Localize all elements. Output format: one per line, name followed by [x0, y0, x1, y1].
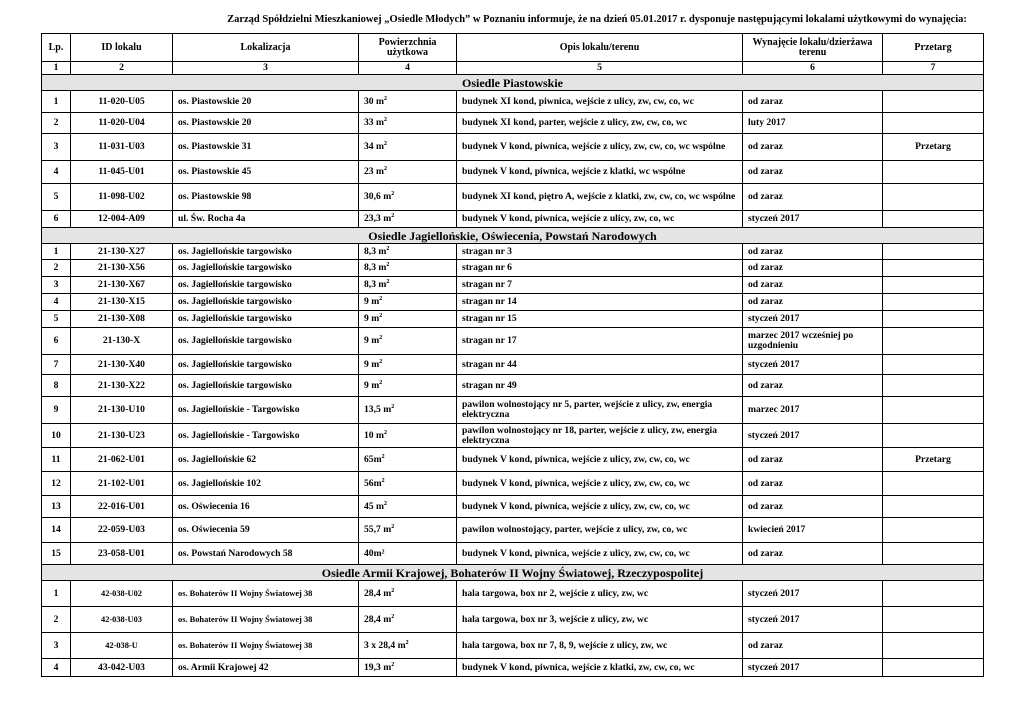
- area-value: 8,3 m: [364, 262, 387, 273]
- cell-location: os. Piastowskie 45: [173, 161, 359, 184]
- cell-description: budynek XI kond, parter, wejście z ulicy, zw, cw, co, wc: [457, 113, 743, 134]
- area-unit-superscript: 2: [405, 639, 409, 646]
- cell-description: stragan nr 14: [457, 294, 743, 311]
- cell-lp: 4: [42, 659, 71, 677]
- cell-tender: Przetarg: [883, 134, 984, 161]
- table-row: [42, 448, 984, 472]
- table-row: [42, 328, 984, 355]
- cell-location: os. Armii Krajowej 42: [173, 659, 359, 677]
- cell-area: [359, 543, 457, 565]
- cell-tender: [883, 472, 984, 496]
- cell-id: 21-102-U01: [71, 472, 173, 496]
- area-unit-superscript: 2: [379, 295, 383, 302]
- area-unit-superscript: 2: [383, 95, 387, 102]
- area-value: 55,7 m: [364, 524, 392, 535]
- area-value: 28,4 m: [364, 587, 392, 599]
- area-unit-superscript: 2: [381, 453, 385, 460]
- table-row: [42, 472, 984, 496]
- cell-id: 21-130-X67: [71, 277, 173, 294]
- cell-lp: 8: [42, 375, 71, 397]
- cell-tender: [883, 260, 984, 277]
- cell-location: os. Jagiellońskie targowisko: [173, 294, 359, 311]
- cell-rental: styczeń 2017: [743, 311, 883, 328]
- cell-description: budynek V kond, piwnica, wejście z ulicy, zw, cw, co, wc: [457, 448, 743, 472]
- cell-location: os. Piastowskie 20: [173, 113, 359, 134]
- cell-area: [359, 328, 457, 355]
- cell-description: stragan nr 7: [457, 277, 743, 294]
- cell-rental: od zaraz: [743, 184, 883, 211]
- cell-description: budynek V kond, piwnica, wejście z klatki, wc wspólne: [457, 161, 743, 184]
- cell-lp: 2: [42, 260, 71, 277]
- table-row: [42, 375, 984, 397]
- area-unit-superscript: 2: [386, 261, 390, 268]
- area-value: 23 m: [364, 166, 384, 177]
- cell-id: 12-004-A09: [71, 211, 173, 228]
- cell-tender: [883, 581, 984, 607]
- area-value: 13,5 m: [364, 404, 392, 415]
- table-row: [42, 113, 984, 134]
- area-unit-superscript: 2: [391, 212, 395, 219]
- cell-area: [359, 294, 457, 311]
- cell-id: 22-059-U03: [71, 518, 173, 543]
- cell-tender: [883, 375, 984, 397]
- cell-area: [359, 397, 457, 424]
- cell-rental: od zaraz: [743, 91, 883, 113]
- cell-area: [359, 161, 457, 184]
- area-value: 65m: [364, 453, 382, 465]
- area-value: 40m²: [364, 547, 385, 559]
- cell-tender: [883, 294, 984, 311]
- cell-description: stragan nr 6: [457, 260, 743, 277]
- cell-location: os. Jagiellońskie - Targowisko: [173, 397, 359, 424]
- cell-location: os. Jagiellońskie targowisko: [173, 277, 359, 294]
- column-number: 1: [42, 62, 71, 75]
- cell-rental: od zaraz: [743, 543, 883, 565]
- area-value: 9 m: [364, 335, 380, 346]
- cell-lp: 12: [42, 472, 71, 496]
- cell-id: 11-020-U05: [71, 91, 173, 113]
- table-row: [42, 633, 984, 659]
- area-value: 23,3 m: [364, 213, 392, 224]
- cell-area: [359, 448, 457, 472]
- area-value: 8,3 m: [364, 245, 387, 257]
- cell-location: os. Bohaterów II Wojny Światowej 38: [173, 607, 359, 633]
- cell-description: budynek V kond, piwnica, wejście z ulicy, zw, cw, co, wc wspólne: [457, 134, 743, 161]
- table-row: [42, 294, 984, 311]
- cell-location: os. Jagiellońskie targowisko: [173, 375, 359, 397]
- section-title: Osiedle Piastowskie: [42, 75, 984, 91]
- cell-lp: 5: [42, 184, 71, 211]
- area-value: 8,3 m: [364, 279, 387, 290]
- cell-tender: [883, 244, 984, 260]
- cell-lp: 11: [42, 448, 71, 472]
- column-number: 3: [173, 62, 359, 75]
- cell-rental: styczeń 2017: [743, 607, 883, 633]
- cell-lp: 14: [42, 518, 71, 543]
- cell-description: stragan nr 49: [457, 375, 743, 397]
- cell-lp: 5: [42, 311, 71, 328]
- cell-lp: 15: [42, 543, 71, 565]
- table-row: [42, 518, 984, 543]
- cell-description: pawilon wolnostojący, parter, wejście z ulicy, zw, co, wc: [457, 518, 743, 543]
- cell-location: os. Jagiellońskie 62: [173, 448, 359, 472]
- cell-lp: 6: [42, 211, 71, 228]
- area-value: 10 m: [364, 429, 384, 441]
- area-unit-superscript: 2: [379, 358, 383, 365]
- page-title: Zarząd Spółdzielni Mieszkaniowej „Osiedle Młodych” w Poznaniu informuje, że na dzień 05.01.2017 r. dysponuje następującymi lokalami użytkowymi do wynajęcia:: [227, 14, 967, 25]
- area-unit-superscript: 2: [383, 165, 387, 172]
- table-row: [42, 355, 984, 375]
- area-unit-superscript: 2: [383, 429, 387, 436]
- cell-rental: styczeń 2017: [743, 211, 883, 228]
- cell-lp: 1: [42, 91, 71, 113]
- section-title: Osiedle Jagiellońskie, Oświecenia, Powstań Narodowych: [42, 228, 984, 244]
- cell-area: [359, 496, 457, 518]
- area-unit-superscript: 2: [383, 140, 387, 147]
- area-unit-superscript: 2: [383, 500, 387, 507]
- cell-tender: [883, 424, 984, 448]
- cell-lp: 7: [42, 355, 71, 375]
- cell-lp: 6: [42, 328, 71, 355]
- cell-id: 23-058-U01: [71, 543, 173, 565]
- cell-id: 42-038-U03: [71, 607, 173, 633]
- area-unit-superscript: 2: [386, 245, 390, 252]
- cell-location: os. Piastowskie 31: [173, 134, 359, 161]
- cell-rental: od zaraz: [743, 472, 883, 496]
- cell-lp: 10: [42, 424, 71, 448]
- area-unit-superscript: 2: [391, 190, 395, 197]
- cell-area: [359, 581, 457, 607]
- section-header-row: [42, 565, 984, 581]
- area-unit-superscript: 2: [391, 403, 395, 410]
- cell-id: 42-038-U: [71, 633, 173, 659]
- cell-description: stragan nr 44: [457, 355, 743, 375]
- cell-lp: 3: [42, 633, 71, 659]
- cell-id: 42-038-U02: [71, 581, 173, 607]
- column-number: 7: [883, 62, 984, 75]
- cell-rental: styczeń 2017: [743, 581, 883, 607]
- cell-tender: [883, 161, 984, 184]
- cell-id: 43-042-U03: [71, 659, 173, 677]
- table-row: [42, 659, 984, 677]
- cell-area: [359, 355, 457, 375]
- cell-description: pawilon wolnostojący nr 5, parter, wejście z ulicy, zw, energia elektryczna: [457, 397, 743, 424]
- area-value: 28,4 m: [364, 613, 392, 625]
- table-row: [42, 161, 984, 184]
- cell-location: os. Piastowskie 20: [173, 91, 359, 113]
- area-value: 30 m: [364, 95, 384, 107]
- cell-area: [359, 607, 457, 633]
- cell-rental: kwiecień 2017: [743, 518, 883, 543]
- table-row: [42, 134, 984, 161]
- cell-id: 11-031-U03: [71, 134, 173, 161]
- cell-rental: od zaraz: [743, 277, 883, 294]
- cell-description: hala targowa, box nr 3, wejście z ulicy, zw, wc: [457, 607, 743, 633]
- cell-tender: [883, 91, 984, 113]
- table-row: [42, 496, 984, 518]
- cell-location: ul. Św. Rocha 4a: [173, 211, 359, 228]
- column-number: 4: [359, 62, 457, 75]
- cell-description: hala targowa, box nr 7, 8, 9, wejście z ulicy, zw, wc: [457, 633, 743, 659]
- cell-area: [359, 277, 457, 294]
- cell-location: os. Piastowskie 98: [173, 184, 359, 211]
- area-value: 45 m: [364, 500, 384, 512]
- header-tender: Przetarg: [883, 34, 984, 62]
- cell-lp: 1: [42, 581, 71, 607]
- table-row: [42, 260, 984, 277]
- cell-description: budynek V kond, piwnica, wejście z klatki, zw, cw, co, wc: [457, 659, 743, 677]
- cell-lp: 3: [42, 277, 71, 294]
- cell-rental: od zaraz: [743, 260, 883, 277]
- cell-id: 21-130-X40: [71, 355, 173, 375]
- cell-lp: 1: [42, 244, 71, 260]
- cell-id: 21-130-X15: [71, 294, 173, 311]
- header-area: Powierzchnia użytkowa: [359, 34, 457, 62]
- cell-lp: 13: [42, 496, 71, 518]
- cell-tender: [883, 211, 984, 228]
- cell-area: [359, 184, 457, 211]
- area-unit-superscript: 2: [379, 379, 383, 386]
- cell-tender: [883, 607, 984, 633]
- cell-rental: styczeń 2017: [743, 355, 883, 375]
- area-unit-superscript: 2: [383, 116, 387, 123]
- table-body: [42, 75, 984, 677]
- cell-area: [359, 424, 457, 448]
- area-value: 9 m: [364, 296, 380, 307]
- table-row: [42, 424, 984, 448]
- cell-tender: [883, 328, 984, 355]
- cell-id: 21-130-X08: [71, 311, 173, 328]
- cell-tender: [883, 543, 984, 565]
- cell-lp: 2: [42, 113, 71, 134]
- table-row: [42, 397, 984, 424]
- cell-description: pawilon wolnostojący nr 18, parter, wejście z ulicy, zw, energia elektryczna: [457, 424, 743, 448]
- area-unit-superscript: 2: [379, 334, 383, 341]
- cell-area: [359, 113, 457, 134]
- cell-location: os. Bohaterów II Wojny Światowej 38: [173, 633, 359, 659]
- cell-area: [359, 134, 457, 161]
- area-value: 9 m: [364, 379, 380, 391]
- cell-rental: marzec 2017: [743, 397, 883, 424]
- cell-rental: styczeń 2017: [743, 424, 883, 448]
- cell-rental: od zaraz: [743, 496, 883, 518]
- cell-area: [359, 633, 457, 659]
- cell-rental: styczeń 2017: [743, 659, 883, 677]
- cell-tender: Przetarg: [883, 448, 984, 472]
- area-value: 34 m: [364, 141, 384, 152]
- cell-location: os. Jagiellońskie 102: [173, 472, 359, 496]
- cell-id: 11-098-U02: [71, 184, 173, 211]
- cell-area: [359, 659, 457, 677]
- table-row: [42, 607, 984, 633]
- cell-id: 21-130-X56: [71, 260, 173, 277]
- cell-id: 21-062-U01: [71, 448, 173, 472]
- cell-description: budynek XI kond, piętro A, wejście z klatki, zw, cw, co, wc wspólne: [457, 184, 743, 211]
- area-value: 9 m: [364, 358, 380, 370]
- cell-location: os. Jagiellońskie targowisko: [173, 244, 359, 260]
- cell-rental: od zaraz: [743, 448, 883, 472]
- cell-area: [359, 375, 457, 397]
- cell-id: 22-016-U01: [71, 496, 173, 518]
- cell-id: 21-130-X: [71, 328, 173, 355]
- header-location: Lokalizacja: [173, 34, 359, 62]
- table-row: [42, 244, 984, 260]
- cell-location: os. Jagiellońskie targowisko: [173, 260, 359, 277]
- cell-area: [359, 211, 457, 228]
- table-row: [42, 211, 984, 228]
- area-value: 19,3 m: [364, 661, 392, 673]
- cell-lp: 2: [42, 607, 71, 633]
- cell-rental: od zaraz: [743, 161, 883, 184]
- table-row: [42, 311, 984, 328]
- column-number: 6: [743, 62, 883, 75]
- cell-location: os. Jagiellońskie targowisko: [173, 328, 359, 355]
- cell-tender: [883, 311, 984, 328]
- cell-description: hala targowa, box nr 2, wejście z ulicy, zw, wc: [457, 581, 743, 607]
- header-id: ID lokalu: [71, 34, 173, 62]
- section-header-row: [42, 228, 984, 244]
- area-unit-superscript: 2: [391, 613, 395, 620]
- area-unit-superscript: 2: [391, 661, 395, 668]
- cell-area: [359, 472, 457, 496]
- cell-id: 11-045-U01: [71, 161, 173, 184]
- section-header-row: [42, 75, 984, 91]
- cell-location: os. Oświecenia 16: [173, 496, 359, 518]
- cell-id: 21-130-U10: [71, 397, 173, 424]
- area-unit-superscript: 2: [381, 477, 385, 484]
- column-number: 2: [71, 62, 173, 75]
- cell-rental: od zaraz: [743, 633, 883, 659]
- column-number: 5: [457, 62, 743, 75]
- cell-description: stragan nr 3: [457, 244, 743, 260]
- area-unit-superscript: 2: [379, 312, 383, 319]
- header-lp: Lp.: [42, 34, 71, 62]
- cell-id: 21-130-U23: [71, 424, 173, 448]
- area-value: 3 x 28,4 m: [364, 639, 406, 651]
- section-title: Osiedle Armii Krajowej, Bohaterów II Wojny Światowej, Rzeczypospolitej: [42, 565, 984, 581]
- header-description: Opis lokalu/terenu: [457, 34, 743, 62]
- cell-description: stragan nr 17: [457, 328, 743, 355]
- cell-description: stragan nr 15: [457, 311, 743, 328]
- cell-tender: [883, 496, 984, 518]
- cell-tender: [883, 518, 984, 543]
- premises-table: [41, 33, 984, 677]
- cell-rental: od zaraz: [743, 375, 883, 397]
- cell-location: os. Oświecenia 59: [173, 518, 359, 543]
- cell-location: os. Powstań Narodowych 58: [173, 543, 359, 565]
- cell-tender: [883, 397, 984, 424]
- cell-area: [359, 518, 457, 543]
- cell-area: [359, 244, 457, 260]
- cell-location: os. Jagiellońskie targowisko: [173, 355, 359, 375]
- cell-tender: [883, 277, 984, 294]
- area-unit-superscript: 2: [391, 523, 395, 530]
- cell-id: 21-130-X27: [71, 244, 173, 260]
- cell-rental: od zaraz: [743, 244, 883, 260]
- header-row: [42, 34, 984, 62]
- cell-location: os. Jagiellońskie - Targowisko: [173, 424, 359, 448]
- header-rental: Wynajęcie lokalu/dzierżawa terenu: [743, 34, 883, 62]
- area-value: 56m: [364, 477, 382, 489]
- cell-description: budynek V kond, piwnica, wejście z ulicy, zw, co, wc: [457, 211, 743, 228]
- cell-rental: marzec 2017 wcześniej po uzgodnieniu: [743, 328, 883, 355]
- cell-area: [359, 91, 457, 113]
- cell-tender: [883, 113, 984, 134]
- cell-id: 11-020-U04: [71, 113, 173, 134]
- cell-description: budynek V kond, piwnica, wejście z ulicy, zw, cw, co, wc: [457, 472, 743, 496]
- column-number-row: [42, 62, 984, 75]
- cell-lp: 9: [42, 397, 71, 424]
- cell-area: [359, 311, 457, 328]
- cell-location: os. Jagiellońskie targowisko: [173, 311, 359, 328]
- cell-rental: luty 2017: [743, 113, 883, 134]
- area-value: 33 m: [364, 117, 384, 128]
- cell-rental: od zaraz: [743, 134, 883, 161]
- cell-lp: 4: [42, 294, 71, 311]
- cell-id: 21-130-X22: [71, 375, 173, 397]
- table-row: [42, 184, 984, 211]
- area-unit-superscript: 2: [386, 278, 390, 285]
- cell-lp: 3: [42, 134, 71, 161]
- cell-location: os. Bohaterów II Wojny Światowej 38: [173, 581, 359, 607]
- cell-rental: od zaraz: [743, 294, 883, 311]
- table-row: [42, 91, 984, 113]
- cell-tender: [883, 633, 984, 659]
- cell-lp: 4: [42, 161, 71, 184]
- table-row: [42, 277, 984, 294]
- table-row: [42, 543, 984, 565]
- cell-tender: [883, 659, 984, 677]
- cell-tender: [883, 184, 984, 211]
- cell-description: budynek V kond, piwnica, wejście z ulicy, zw, cw, co, wc: [457, 496, 743, 518]
- area-value: 9 m: [364, 313, 380, 324]
- area-value: 30,6 m: [364, 191, 392, 202]
- cell-description: budynek V kond, piwnica, wejście z ulicy, zw, cw, co, wc: [457, 543, 743, 565]
- cell-tender: [883, 355, 984, 375]
- table-row: [42, 581, 984, 607]
- area-unit-superscript: 2: [391, 587, 395, 594]
- cell-description: budynek XI kond, piwnica, wejście z ulicy, zw, cw, co, wc: [457, 91, 743, 113]
- cell-area: [359, 260, 457, 277]
